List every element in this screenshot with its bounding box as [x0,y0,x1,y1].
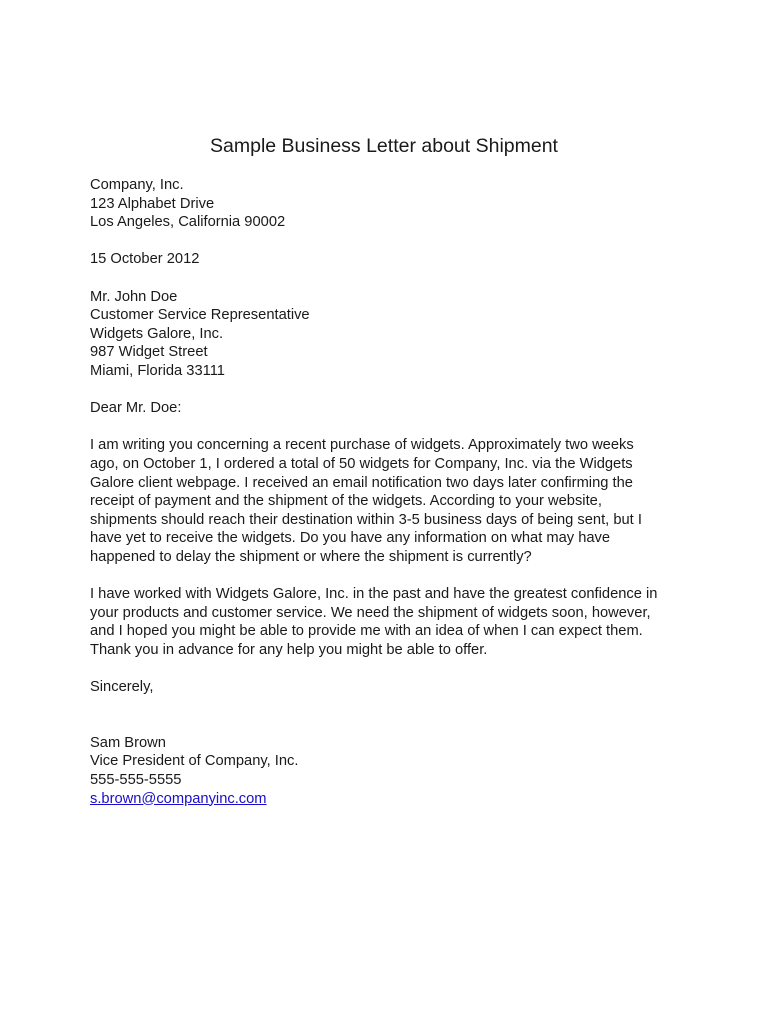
signature-name: Sam Brown [90,734,166,751]
paragraph-line: receipt of payment and the shipment of the widgets. According to your website, [90,493,602,510]
recipient-company: Widgets Galore, Inc. [90,325,224,342]
paragraph-line: I am writing you concerning a recent purchase of widgets. Approximately two weeks [90,437,634,454]
closing: Sincerely, [90,679,154,696]
salutation-block [90,399,690,418]
paragraph-line: shipments should reach their destination within 3-5 business days of being sent, but I [90,511,642,528]
closing-block [90,678,690,697]
paragraph-line: happened to delay the shipment or where the shipment is currently? [90,548,532,565]
signature-phone: 555-555-5555 [90,772,182,788]
recipient-city: Miami, Florida 33111 [90,362,225,379]
paragraph-2 [90,585,690,659]
letter-title: Sample Business Letter about Shipment [210,135,558,157]
sender-company: Company, Inc. [90,177,184,193]
paragraph-line: your products and customer service. We need the shipment of widgets soon, however, [90,604,651,621]
signature-email-link[interactable]: s.brown@companyinc.com [90,790,267,807]
paragraph-line: ago, on October 1, I ordered a total of 50 widgets for Company, Inc. via the Widgets [90,455,633,472]
salutation: Dear Mr. Doe: [90,400,182,417]
paragraph-line: have yet to receive the widgets. Do you have any information on what may have [90,530,611,547]
paragraph-line: Thank you in advance for any help you might be able to offer. [90,641,488,658]
letter-body [90,176,690,808]
recipient-address [90,288,690,381]
letter-date-block [90,250,690,269]
sender-city: Los Angeles, California 90002 [90,214,286,231]
paragraph-line: I have worked with Widgets Galore, Inc. in the past and have the greatest confidence in [90,586,658,603]
recipient-name: Mr. John Doe [90,288,178,305]
signature-block [90,734,690,808]
recipient-street: 987 Widget Street [90,344,208,361]
paragraph-line: Galore client webpage. I received an email notification two days later confirming the [90,474,633,491]
paragraph-line: and I hoped you might be able to provide me with an idea of when I can expect them. [90,623,643,640]
letter-date: 15 October 2012 [90,251,200,268]
signature-title: Vice President of Company, Inc. [90,753,299,770]
sender-street: 123 Alphabet Drive [90,195,215,212]
recipient-title: Customer Service Representative [90,307,310,324]
sender-address [90,176,690,232]
paragraph-1 [90,436,690,566]
